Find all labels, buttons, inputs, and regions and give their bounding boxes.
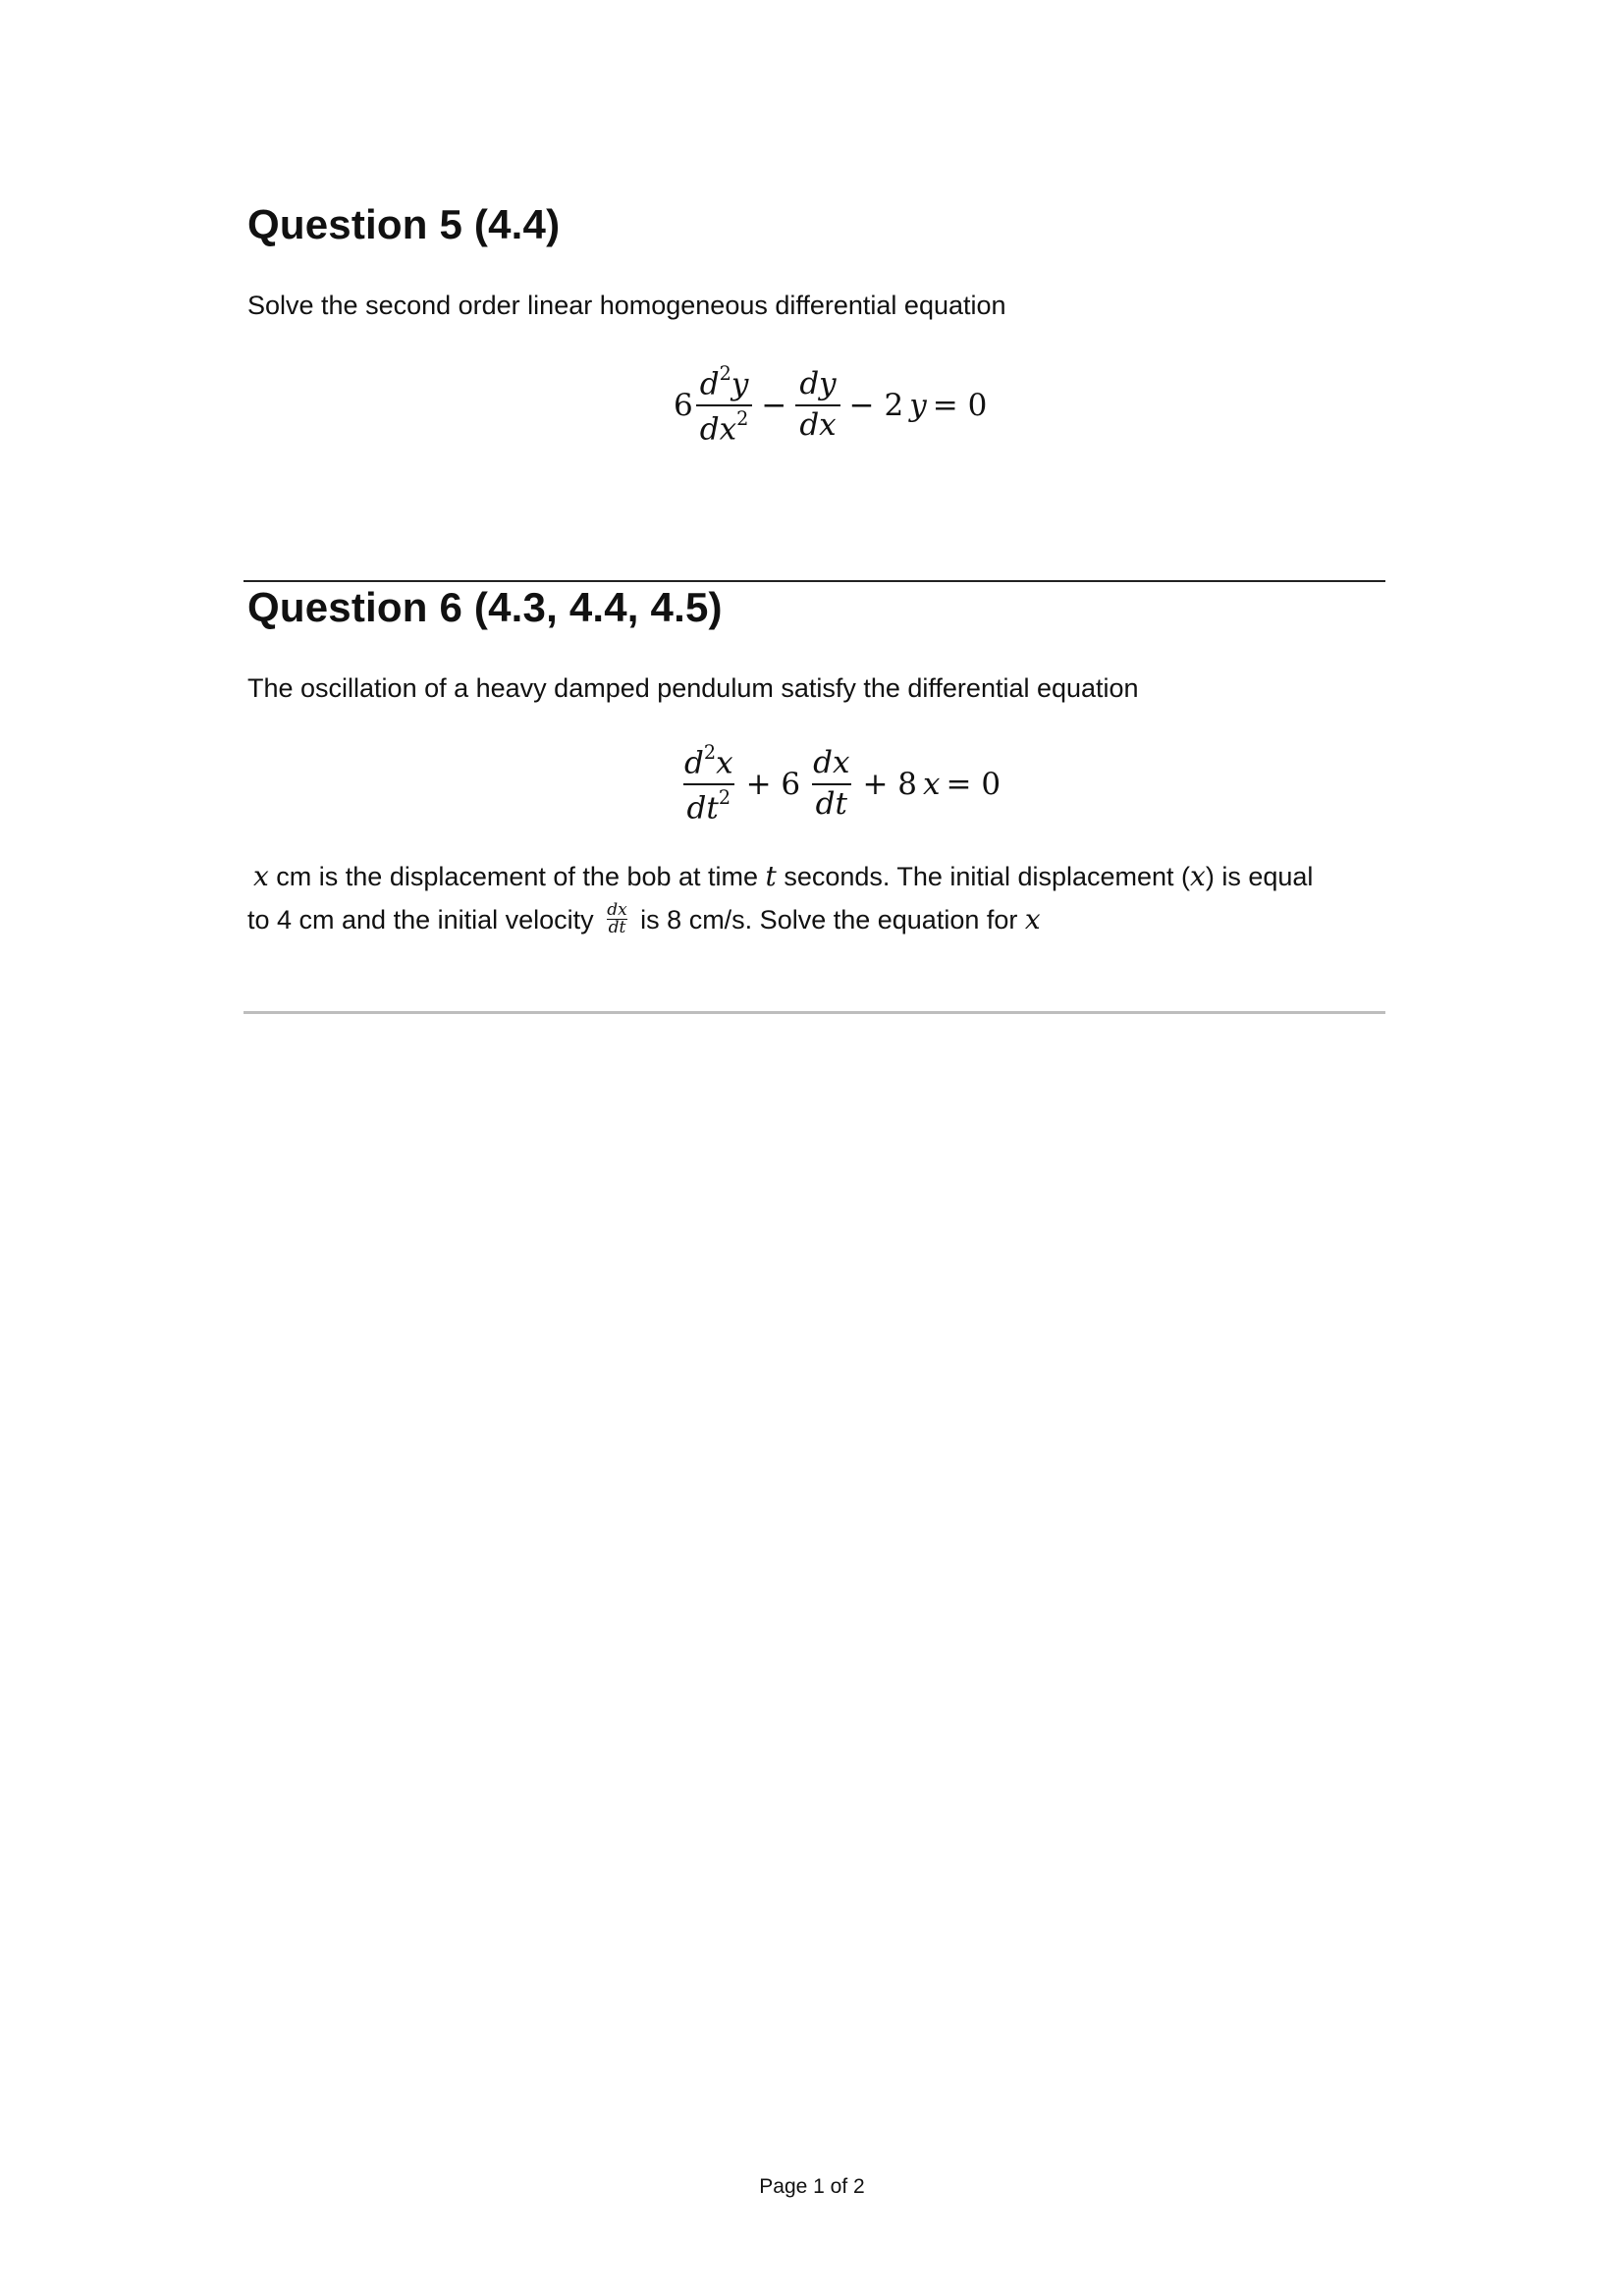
eq6-rest: + 8 <box>862 767 918 803</box>
section-divider <box>244 580 1385 582</box>
question-6-intro: The oscillation of a heavy damped pendulum satisfy the differential equation <box>247 673 1139 703</box>
question-6-line-1: x cm is the displacement of the bob at time t seconds. The initial displacement (x) is equal <box>253 860 1314 892</box>
eq5-minus: − <box>761 388 787 424</box>
eq5-rest: − 2 <box>848 388 904 424</box>
velocity-fraction: $\frac{dx}{dt}$ <box>607 899 627 938</box>
eq5-coefficient: 6 <box>674 388 693 424</box>
eq6-equals: = 0 <box>946 767 1001 803</box>
eq5-equals: = 0 <box>932 388 988 424</box>
eq5-first-derivative: $\frac{dy}{dx}$ <box>795 367 839 443</box>
eq6-plus-six: + 6 <box>745 767 801 803</box>
question-6-line-2: to 4 cm and the initial velocity $\frac{dx}{dt}$ is 8 cm/s. Solve the equation for x <box>247 899 1041 938</box>
page-footer: Page 1 of 2 <box>759 2175 865 2198</box>
eq5-second-derivative: $\frac{d^2y}{dx^2}$ <box>696 363 753 448</box>
question-5-equation: 6 $\frac{d^2y}{dx^2}$ − $\frac{dy}{dx}$ − 2 y = 0 <box>674 362 988 448</box>
end-divider <box>244 1011 1385 1014</box>
question-5-heading: Question 5 (4.4) <box>247 201 561 247</box>
eq6-first-derivative: $\frac{dx}{dt}$ <box>813 745 850 823</box>
question-6-heading: Question 6 (4.3, 4.4, 4.5) <box>247 584 723 630</box>
eq6-second-derivative: $\frac{d^2x}{dt^2}$ <box>684 741 733 827</box>
question-6-equation: $\frac{d^2x}{dt^2}$ + 6 $\frac{dx}{dt}$ + 8 x = 0 <box>677 742 1006 827</box>
question-5-intro: Solve the second order linear homogeneous differential equation <box>247 291 1006 320</box>
